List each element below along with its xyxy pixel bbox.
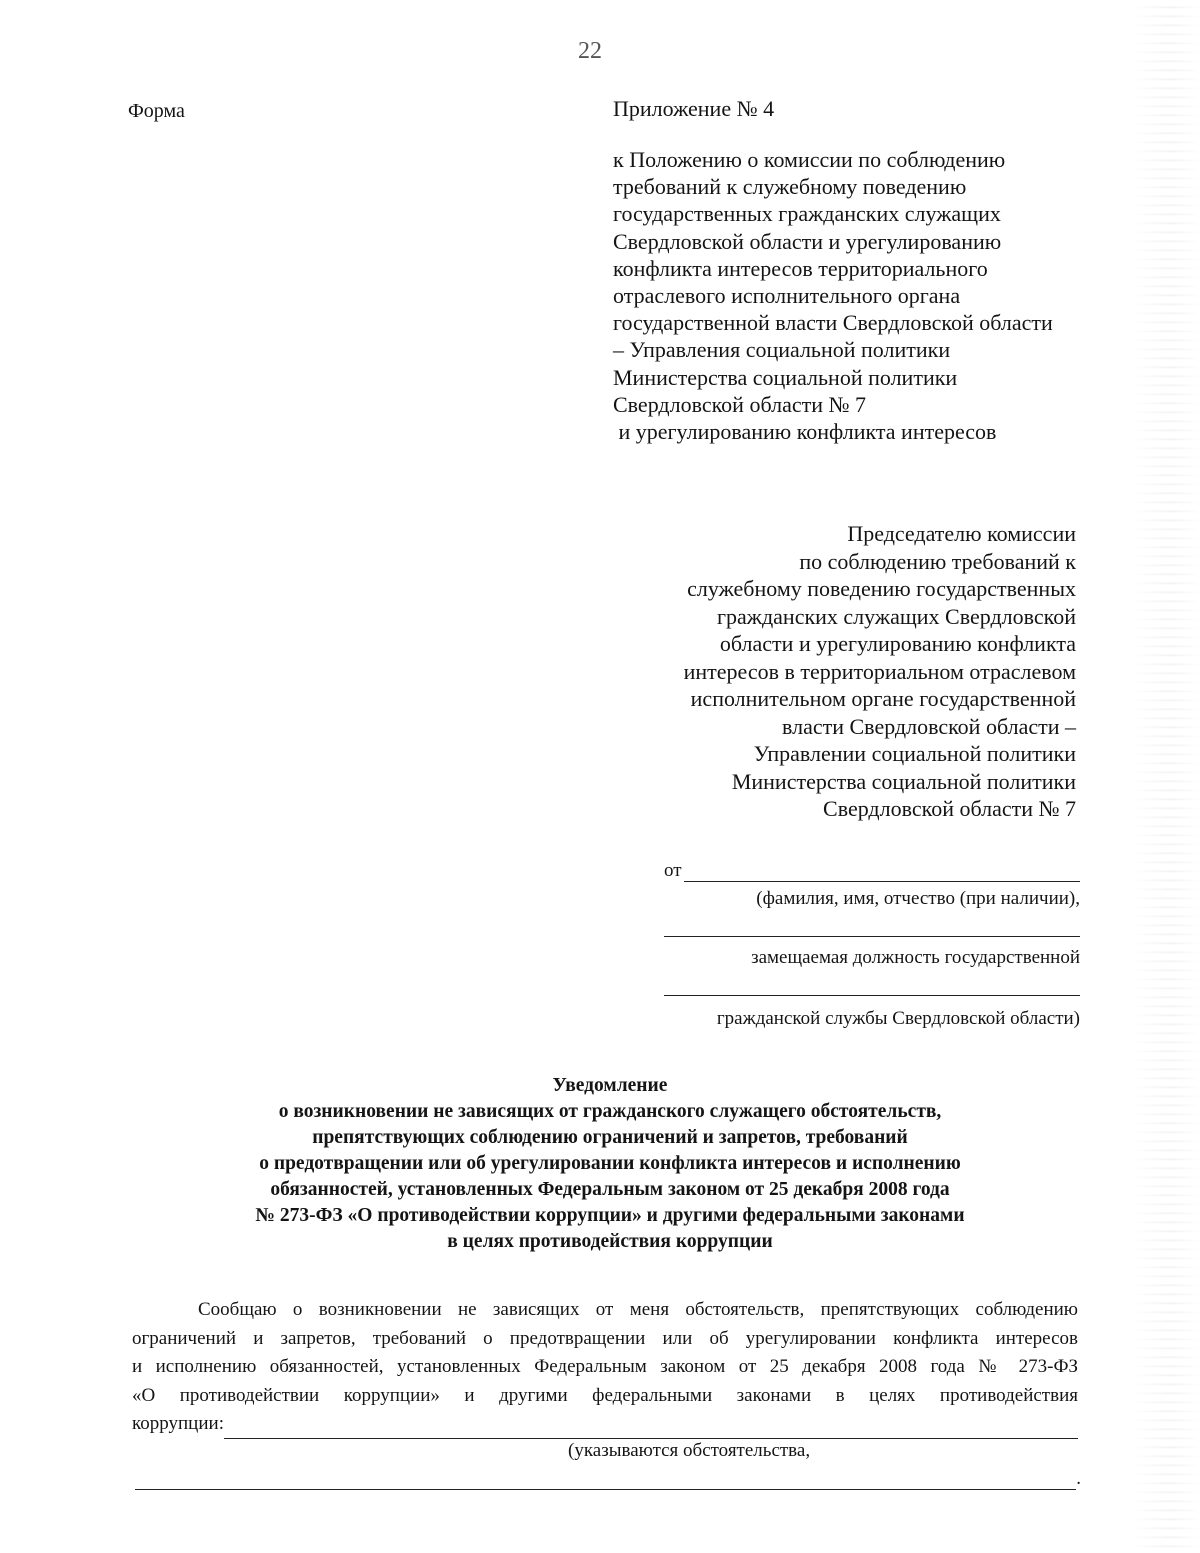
circumstances-continuation-row [135,1468,1081,1490]
appendix-line: конфликта интересов территориального [613,255,988,281]
circumstances-caption: (указываются обстоятельства, [568,1440,811,1461]
appendix-line: – Управления социальной политики [613,337,951,363]
notice-line: обязанностей, установленных Федеральным законом от 25 декабря 2008 года [270,1179,950,1200]
sender-name-field[interactable] [684,861,1080,882]
notice-body [132,1296,1078,1439]
addressee-line: власти Свердловской области – [782,713,1076,739]
addressee-line: служебному поведению государственных [687,576,1076,601]
body-line: ограничений и запретов, требований о предотвращении или об урегулировании конфликта интересов [132,1327,1078,1349]
addressee-line: области и урегулированию конфликта [719,631,1076,656]
appendix-text [613,146,1133,445]
addressee-line: по соблюдению требований к [799,548,1076,574]
form-label: Форма [128,100,185,122]
sender-position-caption: замещаемая должность государственной [751,947,1080,968]
sender-service-caption: гражданской службы Свердловской области) [716,1008,1080,1029]
notice-line: препятствующих соблюдению ограничений и запретов, требований [312,1127,908,1148]
notice-line: в целях противодействия коррупции [447,1231,773,1252]
appendix-line: требований к служебному поведению [613,174,967,200]
addressee-line: Управлении социальной политики [753,741,1076,766]
appendix-line: и урегулированию конфликта интересов [613,419,997,445]
body-line: и исполнению обязанностей, установленных Федеральным законом от 25 декабря 2008 года № 273-ФЗ [132,1356,1078,1377]
notice-title [150,1073,1070,1255]
appendix-line: отраслевого исполнительного органа [613,283,961,309]
circumstances-row [132,1410,1078,1439]
notice-line: о возникновении не зависящих от гражданского служащего обстоятельств, [278,1101,942,1122]
circumstances-continuation-field[interactable] [135,1469,1076,1490]
scan-edge-artifact [1130,0,1200,1553]
addressee-line: Председателю комиссии [847,521,1076,546]
notice-heading: Уведомление [552,1075,668,1096]
addressee-line: Свердловской области № 7 [823,796,1076,821]
body-line: Сообщаю о возникновении не зависящих от меня обстоятельств, препятствующих соблюдению [198,1299,1078,1320]
circumstances-field[interactable] [224,1418,1078,1439]
addressee-block [556,520,1076,823]
body-line: «О противодействии коррупции» и другими федеральными законами в целях противодействия [132,1384,1078,1406]
appendix-line: государственной власти Свердловской области [613,310,1053,336]
sender-name-row [664,856,1080,882]
appendix-line: Свердловской области № 7 [613,391,866,417]
page-number: 22 [578,38,602,64]
appendix-line: государственных гражданских служащих [613,201,1001,227]
notice-line: № 273-ФЗ «О противодействии коррупции» и другими федеральными законами [255,1205,965,1226]
sender-block [664,856,1080,1030]
appendix-title: Приложение № 4 [613,96,775,121]
appendix-line: Свердловской области и урегулированию [613,228,1002,254]
sender-service-field[interactable] [664,977,1080,996]
from-prefix: от [664,860,682,881]
sender-position-field[interactable] [664,918,1080,937]
addressee-line: интересов в территориальном отраслевом [683,658,1076,684]
appendix-line: к Положению о комиссии по соблюдению [613,147,1006,172]
end-mark: . [1076,1468,1081,1489]
appendix-line: Министерства социальной политики [613,364,958,390]
addressee-line: гражданских служащих Свердловской [716,603,1076,629]
addressee-line: исполнительном органе государственной [690,686,1076,711]
body-last-prefix: коррупции: [132,1413,224,1434]
notice-line: о предотвращении или об урегулировании конфликта интересов и исполнению [259,1153,961,1174]
addressee-line: Министерства социальной политики [731,768,1076,794]
sender-name-caption: (фамилия, имя, отчество (при наличии), [756,888,1080,909]
